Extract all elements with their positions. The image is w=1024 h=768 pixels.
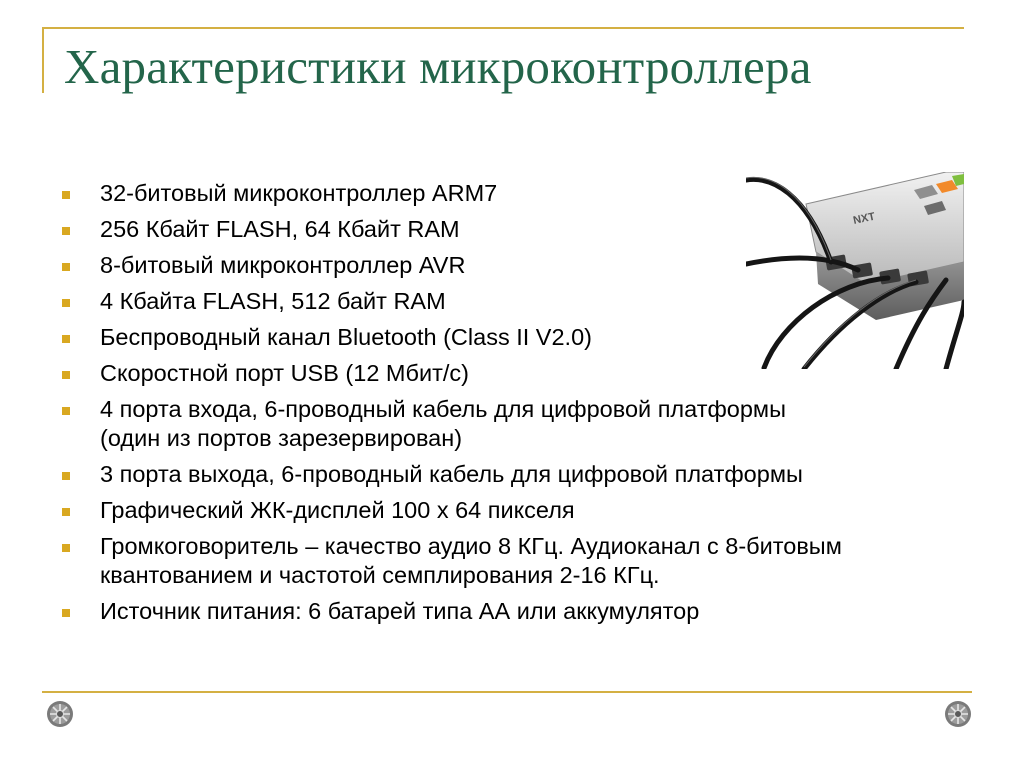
gear-icon: [944, 700, 972, 728]
bullet-marker: [62, 227, 70, 235]
bullet-text: 4 Кбайта FLASH, 512 байт RAM: [100, 288, 446, 314]
bullet-marker: [62, 407, 70, 415]
bullet-list: [62, 179, 962, 633]
bullet-text: Беспроводный канал Bluetooth (Class II V2.0): [100, 324, 592, 350]
bullet-marker: [62, 544, 70, 552]
list-item: [62, 215, 962, 244]
list-item: [62, 532, 950, 590]
bullet-text: Скоростной порт USB (12 Мбит/с): [100, 360, 469, 386]
bullet-text: 4 порта входа, 6-проводный кабель для цифровой платформы (один из портов зарезервирован): [100, 396, 786, 451]
list-item: [62, 359, 962, 388]
bullet-marker: [62, 472, 70, 480]
top-rule: [42, 27, 964, 29]
bullet-text: 3 порта выхода, 6-проводный кабель для цифровой платформы: [100, 461, 803, 487]
bullet-marker: [62, 371, 70, 379]
bullet-text: 32-битовый микроконтроллер ARM7: [100, 180, 498, 206]
list-item: [62, 287, 962, 316]
bullet-text: 8-битовый микроконтроллер AVR: [100, 252, 466, 278]
bullet-text: Графический ЖК-дисплей 100 x 64 пикселя: [100, 497, 575, 523]
list-item: [62, 496, 962, 525]
bullet-marker: [62, 508, 70, 516]
list-item: [62, 460, 835, 489]
bullet-text: Источник питания: 6 батарей типа АА или аккумулятор: [100, 598, 700, 624]
bullet-text: Громкоговоритель – качество аудио 8 КГц. Аудиоканал с 8-битовым квантованием и частотой семплирования 2-16 КГц.: [100, 533, 842, 588]
list-item: [62, 323, 962, 352]
list-item: [62, 251, 962, 280]
brand-label: NXT: [852, 210, 877, 227]
bullet-marker: [62, 191, 70, 199]
bullet-marker: [62, 335, 70, 343]
list-item: [62, 179, 962, 208]
bullet-text: 256 Кбайт FLASH, 64 Кбайт RAM: [100, 216, 460, 242]
list-item: [62, 597, 962, 626]
slide-title: Характеристики микроконтроллера: [64, 39, 812, 94]
gear-icon: [46, 700, 74, 728]
top-left-rule: [42, 27, 44, 93]
list-item: [62, 395, 835, 453]
bullet-marker: [62, 299, 70, 307]
bullet-marker: [62, 609, 70, 617]
bottom-rule: [42, 691, 972, 693]
bullet-marker: [62, 263, 70, 271]
